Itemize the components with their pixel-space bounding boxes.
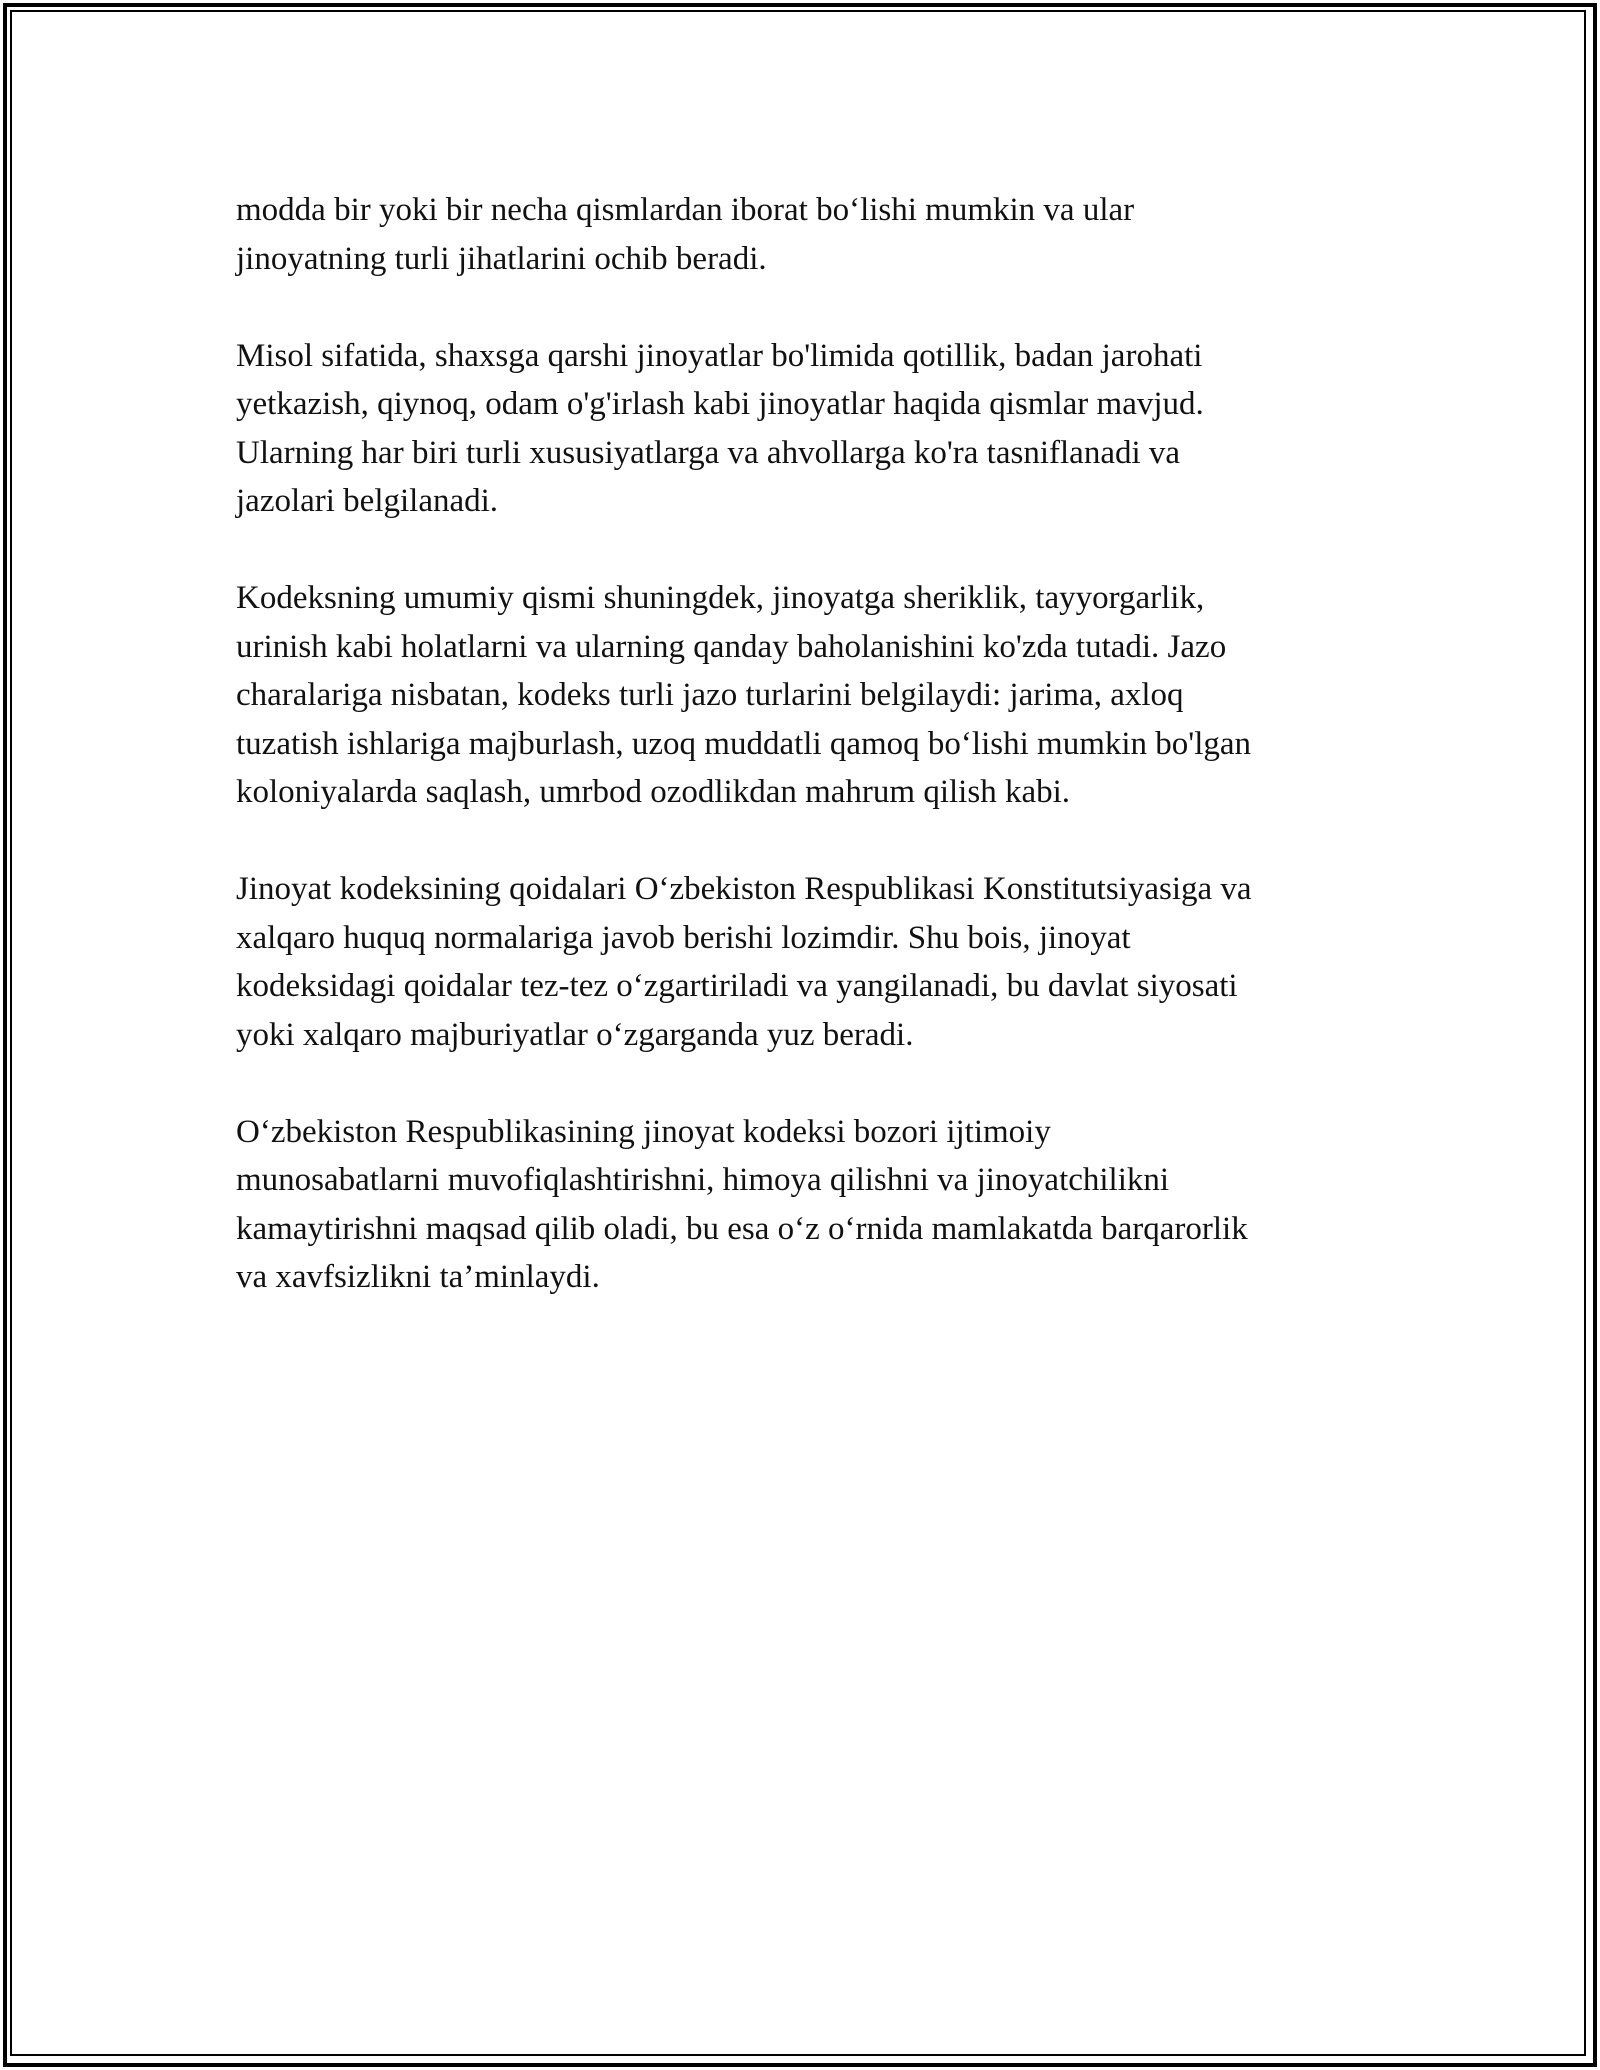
paragraph-1: modda bir yoki bir necha qismlardan iborat bo‘lishi mumkin va ular jinoyatning turli jihatlarini ochib beradi. [236,192,1135,277]
paragraph-5: O‘zbekiston Respublikasining jinoyat kodeksi bozori ijtimoiy munosabatlarni muvofiqlashtirishni, himoya qilishni va jinoyatchilikni kamaytirishni maqsad qilib oladi, bu esa o‘z o‘rnida mamlakatda barqarorlik va xavfsizlikni ta’minlaydi. [236,1113,1248,1295]
document-body [236,186,1376,1350]
paragraph-2: Misol sifatida, shaxsga qarshi jinoyatlar bo'limida qotillik, badan jarohati yetkazish, qiynoq, odam o'g'irlash kabi jinoyatlar haqida qismlar mavjud. Ularning har biri turli xususiyatlarga va ahvollarga ko'ra tasniflanadi va jazolari belgilanadi. [236,337,1204,519]
paragraph-3: Kodeksning umumiy qismi shuningdek, jinoyatga sheriklik, tayyorgarlik, urinish kabi holatlarni va ularning qanday baholanishini ko'zda tutadi. Jazo charalariga nisbatan, kodeks turli jazo turlarini belgilaydi: jarima, axloq tuzatish ishlariga majburlash, uzoq muddatli qamoq bo‘lishi mumkin bo'lgan koloniyalarda saqlash, umrbod ozodlikdan mahrum qilish kabi. [236,580,1252,810]
paragraph-4: Jinoyat kodeksining qoidalari O‘zbekiston Respublikasi Konstitutsiyasiga va xalqaro huquq normalariga javob berishi lozimdir. Shu bois, jinoyat kodeksidagi qoidalar tez-tez o‘zgartiriladi va yangilanadi, bu davlat siyosati yoki xalqaro majburiyatlar o‘zgarganda yuz beradi. [236,871,1252,1053]
